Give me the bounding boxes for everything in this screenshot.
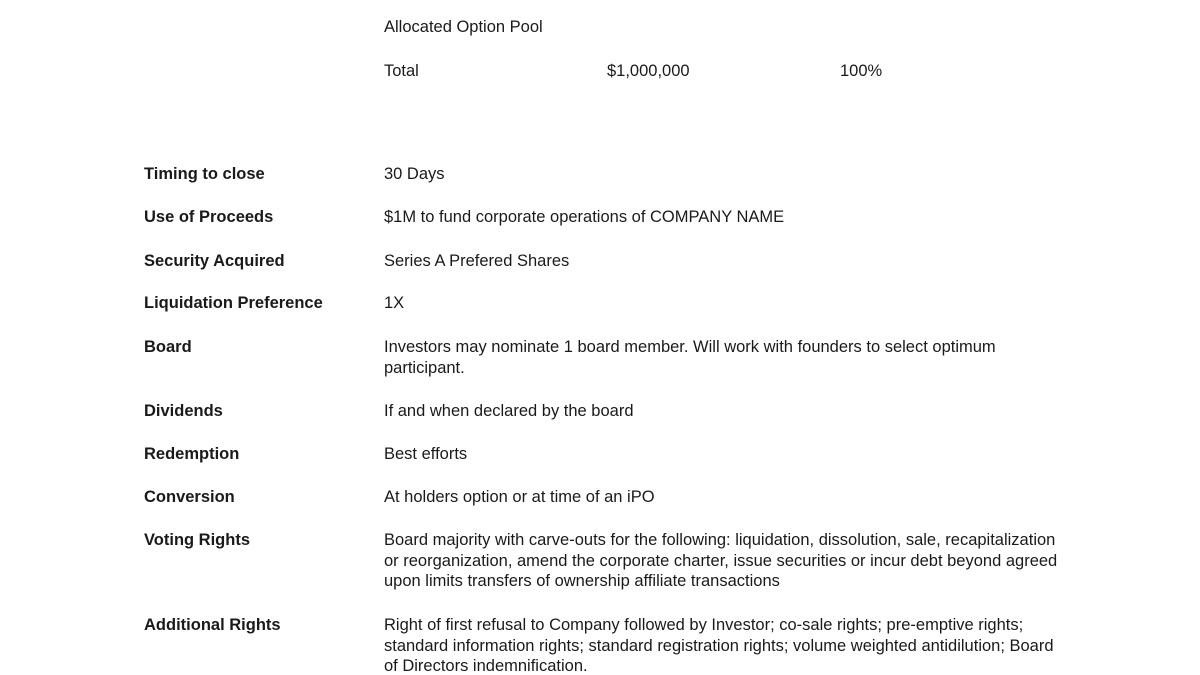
- cap-row-percent: 100%: [840, 62, 883, 80]
- term-value: Investors may nominate 1 board member. Will work with founders to select optimum participant.: [384, 338, 996, 377]
- term-label: Additional Rights: [144, 616, 281, 634]
- term-value: 1X: [384, 294, 405, 312]
- term-value: If and when declared by the board: [384, 402, 634, 420]
- cap-row-amount: $1,000,000: [607, 62, 690, 80]
- term-value: Board majority with carve-outs for the following: liquidation, dissolution, sale, recapitalization or reorganization, amend the corporate charter, issue securities or incur debt beyond agreed upon limits transfers of ownership affiliate transactions: [384, 531, 1058, 590]
- term-label: Board: [144, 338, 192, 356]
- cap-row-label: Allocated Option Pool: [384, 18, 543, 36]
- term-value: Series A Prefered Shares: [384, 252, 570, 270]
- term-label: Liquidation Preference: [144, 294, 323, 312]
- term-label: Voting Rights: [144, 531, 251, 549]
- term-value: 30 Days: [384, 165, 445, 183]
- term-value: At holders option or at time of an iPO: [384, 488, 655, 506]
- term-value: $1M to fund corporate operations of COMPANY NAME: [384, 208, 785, 226]
- term-label: Redemption: [144, 445, 240, 463]
- cap-row-label: Total: [384, 62, 419, 80]
- term-value: Right of first refusal to Company followed by Investor; co-sale rights; pre-emptive rights; standard information rights; standard registration rights; volume weighted antidilution; Board of Directors indemnification.: [384, 616, 1054, 675]
- term-label: Security Acquired: [144, 252, 285, 270]
- term-label: Conversion: [144, 488, 235, 506]
- term-label: Use of Proceeds: [144, 208, 274, 226]
- term-label: Dividends: [144, 402, 223, 420]
- term-label: Timing to close: [144, 165, 265, 183]
- term-value: Best efforts: [384, 445, 468, 463]
